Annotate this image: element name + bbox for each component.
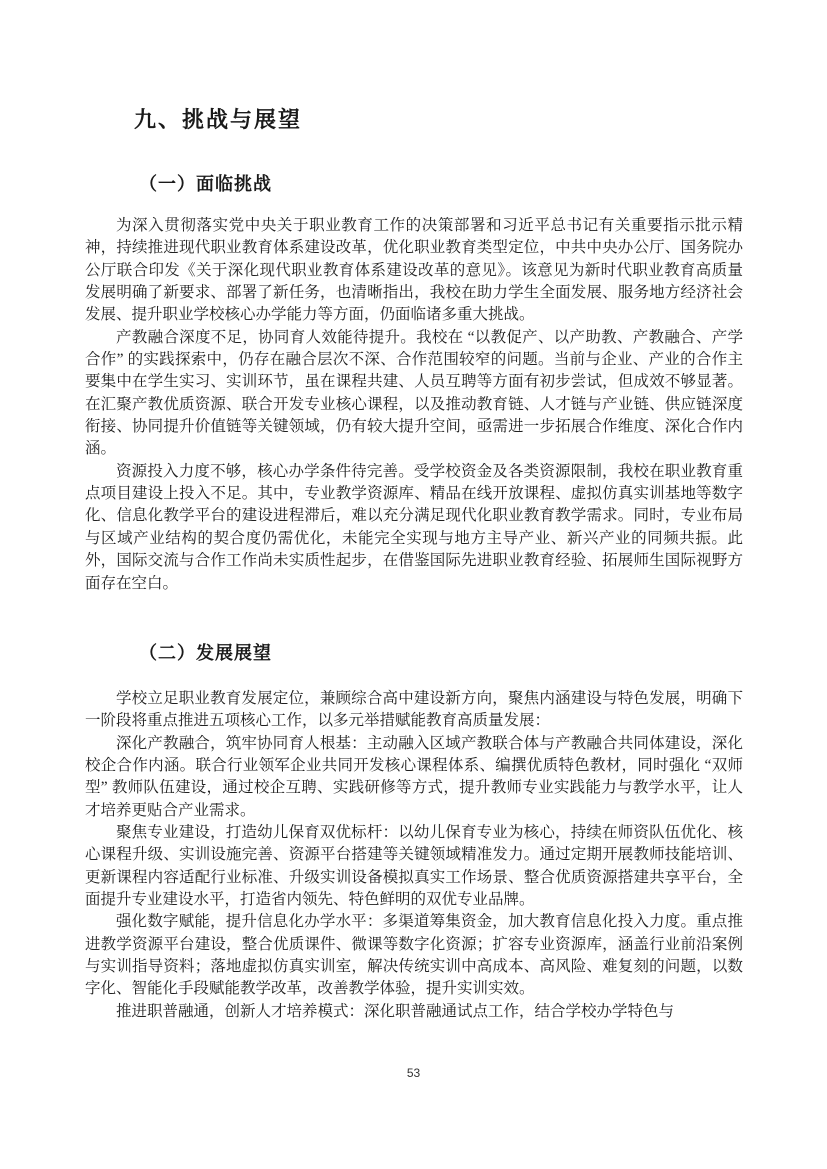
paragraph: 资源投入力度不够，核心办学条件待完善。受学校资金及各类资源限制，我校在职业教育重点项目建设上投入不足。其中，专业教学资源库、精品在线开放课程、虚拟仿真实训基地等数字化、信息化教学平台的建设进程滞后，难以充分满足现代化职业教育教学需求。同时，专业布局与区域产业结构的契合度仍需优化，未能完全实现与地方主导产业、新兴产业的同频共振。此外，国际交流与合作工作尚未实质性起步，在借鉴国际先进职业教育经验、拓展师生国际视野方面存在空白。 <box>85 462 743 592</box>
paragraph-group-challenges <box>85 215 743 595</box>
subsection-heading-challenges: （一）面临挑战 <box>139 174 272 194</box>
paragraph: 为深入贯彻落实党中央关于职业教育工作的决策部署和习近平总书记有关重要指示批示精神，持续推进现代职业教育体系建设改革，优化职业教育类型定位，中共中央办公厅、国务院办公厅联合印发《关于深化现代职业教育体系建设改革的意见》。该意见为新时代职业教育高质量发展明确了新要求、部署了新任务，也清晰指出，我校在助力学生全面发展、服务地方经济社会发展、提升职业学校核心办学能力等方面，仍面临诸多重大挑战。 <box>85 217 743 324</box>
paragraph-group-outlook <box>85 688 743 1023</box>
paragraph: 推进职普融通，创新人才培养模式：深化职普融通试点工作，结合学校办学特色与 <box>116 1002 675 1020</box>
paragraph: 聚焦专业建设，打造幼儿保育双优标杆：以幼儿保育专业为核心，持续在师资队伍优化、核心课程升级、实训设施完善、资源平台搭建等关键领域精准发力。通过定期开展教师技能培训、更新课程内容适配行业标准、升级实训设备模拟真实工作场景、整合优质资源搭建共享平台，全面提升专业建设水平，打造省内领先、特色鲜明的双优专业品牌。 <box>85 824 743 909</box>
page-content <box>85 0 743 1169</box>
paragraph: 学校立足职业教育发展定位，兼顾综合高中建设新方向，聚焦内涵建设与特色发展，明确下一阶段将重点推进五项核心工作，以多元举措赋能教育高质量发展： <box>85 690 743 730</box>
paragraph: 产教融合深度不足，协同育人效能待提升。我校在 “以教促产、以产助教、产教融合、产学合作” 的实践探索中，仍存在融合层次不深、合作范围较窄的问题。当前与企业、产业的合作主要集中在学生实习、实训环节，虽在课程共建、人员互聘等方面有初步尝试，但成效不够显著。在汇聚产教优质资源、联合开发专业核心课程，以及推动教育链、人才链与产业链、供应链深度衔接、协同提升价值链等关键领域，仍有较大提升空间，亟需进一步拓展合作维度、深化合作内涵。 <box>85 328 743 458</box>
chapter-title: 九、挑战与展望 <box>134 107 303 132</box>
page-number: 53 <box>406 1066 421 1080</box>
paragraph: 强化数字赋能，提升信息化办学水平：多渠道筹集资金，加大教育信息化投入力度。重点推进教学资源平台建设，整合优质课件、微课等数字化资源；扩容专业资源库，涵盖行业前沿案例与实训指导资料；落地虚拟仿真实训室，解决传统实训中高成本、高风险、难复刻的问题，以数字化、智能化手段赋能教学改革，改善教学体验，提升实训实效。 <box>85 913 743 998</box>
subsection-heading-outlook: （二）发展展望 <box>139 643 272 663</box>
paragraph: 深化产教融合，筑牢协同育人根基：主动融入区域产教联合体与产教融合共同体建设，深化校企合作内涵。联合行业领军企业共同开发核心课程体系、编撰优质特色教材，同时强化 “双师型” 教师队伍建设，通过校企互聘、实践研修等方式，提升教师专业实践能力与教学水平，让人才培养更贴合产业需求。 <box>85 734 743 819</box>
